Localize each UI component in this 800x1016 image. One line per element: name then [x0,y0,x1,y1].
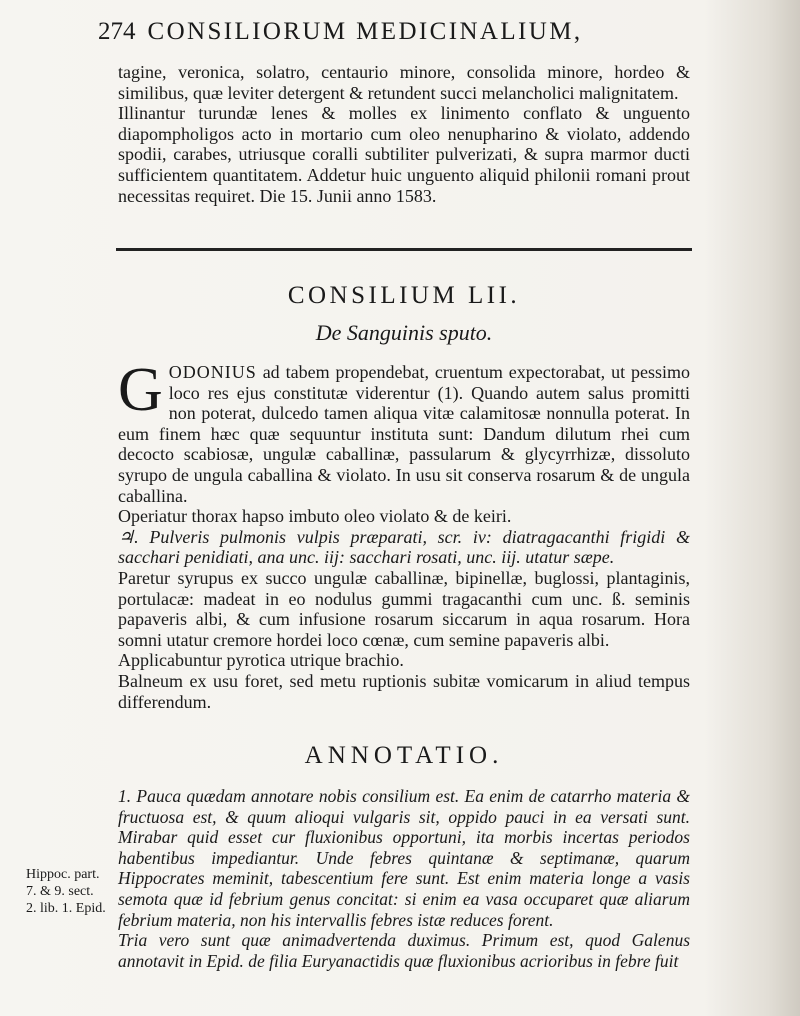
prev-paragraph-2: Illinantur turundæ lenes & molles ex linimento conflato & unguento diapompholigos acto in mortario cum oleo nenupharino & violato, addendo spodii, carabes, utriusque coralli subtiliter pulverizati, & supra marmor ducti sufficientem quantitatem. Addetur huic unguento aliquid philonii romani prout necessitas requiret. Die 15. Junii anno 1583. [118,103,690,206]
annotatio-p2-italic: de filia Euryanactidis quæ fluxionibus acrioribus in febre fuit [248,950,679,971]
body-paragraph-5: Applicabuntur pyrotica utrique brachio. [118,650,404,671]
section-title: CONSILIUM LII. [287,282,521,309]
drop-cap: G [118,356,163,424]
margin-note-line-3: 2. lib. 1. Epid. [26,901,106,916]
body-paragraph-4: Paretur syrupus ex succo ungulæ caballinæ, bipinellæ, buglossi, plantaginis, portulacæ: madeat in eo nodulus gummi tragacanthi cum unc. ß. seminis papaveris albi, & cum infusione rosarum siccarum in aqua rosarum. Hora somni utatur cremore hordei loco cœnæ, cum semine papaveris albi. [118,567,690,650]
margin-note [26,866,116,917]
first-word: ODONIUS [168,362,257,382]
previous-consilium-ending [118,62,690,206]
margin-note-line-2: 7. & 9. sect. [26,884,94,899]
running-head [98,18,658,46]
section-subtitle: De Sanguinis sputo. [315,320,493,345]
annotatio-body [118,786,690,971]
annotatio-heading: ANNOTATIO. [304,742,504,769]
annotatio-p2-roman: Tria vero sunt quæ animadvertenda duximus. Primum est, quod Galenus annotavit in Epid. [118,930,690,971]
body-paragraph-1 [118,356,690,506]
prev-paragraph-1: tagine, veronica, solatro, centaurio minore, consolida minore, hordeo & similibus, quæ leviter detergent & retundent succi melancholici malignitatem. [118,62,690,103]
running-title: CONSILIORUM MEDICINALIUM, [147,18,583,45]
page-number: 274 [98,18,136,45]
body-paragraph-2: Operiatur thorax hapso imbuto oleo violato & de keiri. [118,506,512,527]
margin-note-line-1: Hippoc. part. [26,867,100,882]
body-paragraph-6: Balneum ex usu foret, sed metu ruptionis subitæ vomicarum in aliud tempus differendum. [118,670,690,712]
consilium-body [118,356,690,712]
annotatio-paragraph-2 [118,930,690,971]
recipe-paragraph: ♃. Pulveris pulmonis vulpis præparati, scr. iv: diatragacanthi frigidi & sacchari penidiati, ana unc. iij: sacchari rosati, unc. iij. utatur sæpe. [118,526,690,568]
section-rule [116,248,692,251]
annotatio-paragraph-1: 1. Pauca quædam annotare nobis consilium est. Ea enim de catarrho materia & fructuosa est, & quum alioqui vulgaris sit, oppido pauci in ea versati sunt. Mirabar quid esset cur fluxionibus opportuni, ita morbis incertas periodos habentibus impediantur. Unde febres quintanæ & septimanæ, quarum Hippocrates meminit, tabescentium fere sunt. Est enim materia longe a vasis semota quæ id febrium genus concitat: si enim ea vasa occuparet quæ aliarum febrium materia, non his intervallis febres istæ reduces forent. [118,786,690,930]
body-paragraph-1-text: ad tabem propendebat, cruentum expectorabat, ut pessimo loco res ejus constitutæ viderentur (1). Quando autem salus promitti non poterat, dulcedo tamen aliqua vitæ calamitosæ nonnulla poterat. In eum finem hæc quæ sequuntur instituta sunt: Dandum dilutum rhei cum decocto scabiosæ, ungulæ caballinæ, passularum & glycyrrhizæ, dissoluto syrupo de ungula caballina & violato. In usu sit conserva rosarum & de ungula caballina. [118,362,690,506]
